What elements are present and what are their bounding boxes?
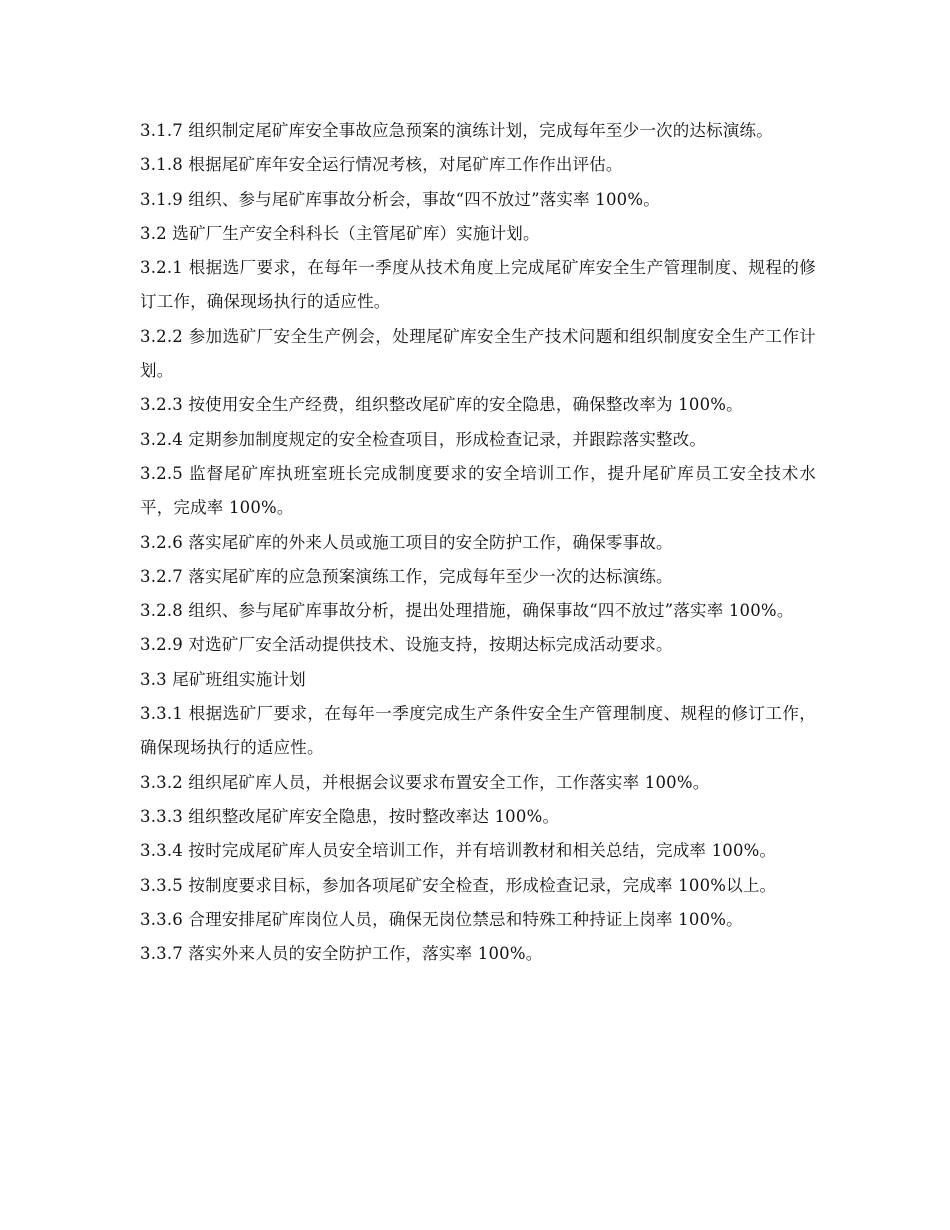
paragraph-3-3-1: 3.3.1 根据选矿厂要求，在每年一季度完成生产条件安全生产管理制度、规程的修订工作，确保现场执行的适应性。 — [140, 704, 816, 758]
paragraph-3-2-7: 3.2.7 落实尾矿库的应急预案演练工作，完成每年至少一次的达标演练。 — [140, 566, 673, 586]
paragraph-3-2-6: 3.2.6 落实尾矿库的外来人员或施工项目的安全防护工作，确保零事故。 — [140, 532, 673, 552]
section-heading-3-2: 3.2 选矿厂生产安全科科长（主管尾矿库）实施计划。 — [140, 223, 540, 243]
paragraph-3-2-4: 3.2.4 定期参加制度规定的安全检查项目，形成检查记录，并跟踪落实整改。 — [140, 429, 707, 449]
paragraph-3-2-3: 3.2.3 按使用安全生产经费，组织整改尾矿库的安全隐患，确保整改率为 100%。 — [140, 395, 743, 415]
paragraph-3-2-5: 3.2.5 监督尾矿库执班室班长完成制度要求的安全培训工作，提升尾矿库员工安全技术水平，完成率 100%。 — [140, 463, 816, 518]
paragraph-3-3-2: 3.3.2 组织尾矿库人员，并根据会议要求布置安全工作，工作落实率 100%。 — [140, 772, 710, 792]
paragraph-3-3-3: 3.3.3 组织整改尾矿库安全隐患，按时整改率达 100%。 — [140, 806, 560, 826]
paragraph-3-1-9: 3.1.9 组织、参与尾矿库事故分析会，事故“四不放过”落实率 100%。 — [140, 189, 660, 209]
paragraph-3-1-7: 3.1.7 组织制定尾矿库安全事故应急预案的演练计划，完成每年至少一次的达标演练。 — [140, 121, 773, 140]
paragraph-3-2-2: 3.2.2 参加选矿厂安全生产例会，处理尾矿库安全生产技术问题和组织制度安全生产工作计划。 — [140, 326, 816, 381]
paragraph-3-3-7: 3.3.7 落实外来人员的安全防护工作，落实率 100%。 — [140, 944, 543, 964]
paragraph-3-2-1: 3.2.1 根据选厂要求，在每年一季度从技术角度上完成尾矿库安全生产管理制度、规程的修订工作，确保现场执行的适应性。 — [140, 258, 816, 312]
paragraph-3-2-8: 3.2.8 组织、参与尾矿库事故分析，提出处理措施，确保事故“四不放过”落实率 100%。 — [140, 601, 794, 621]
paragraph-3-1-8: 3.1.8 根据尾矿库年安全运行情况考核，对尾矿库工作作出评估。 — [140, 155, 623, 175]
document-body — [140, 114, 816, 971]
paragraph-3-3-6: 3.3.6 合理安排尾矿库岗位人员，确保无岗位禁忌和特殊工种持证上岗率 100%。 — [140, 909, 743, 929]
paragraph-3-3-4: 3.3.4 按时完成尾矿库人员安全培训工作，并有培训教材和相关总结，完成率 100%。 — [140, 841, 777, 861]
paragraph-3-2-9: 3.2.9 对选矿厂安全活动提供技术、设施支持，按期达标完成活动要求。 — [140, 635, 673, 655]
paragraph-3-3-5: 3.3.5 按制度要求目标，参加各项尾矿安全检查，形成检查记录，完成率 100%以上。 — [140, 875, 777, 895]
section-heading-3-3: 3.3 尾矿班组实施计划 — [140, 669, 306, 689]
